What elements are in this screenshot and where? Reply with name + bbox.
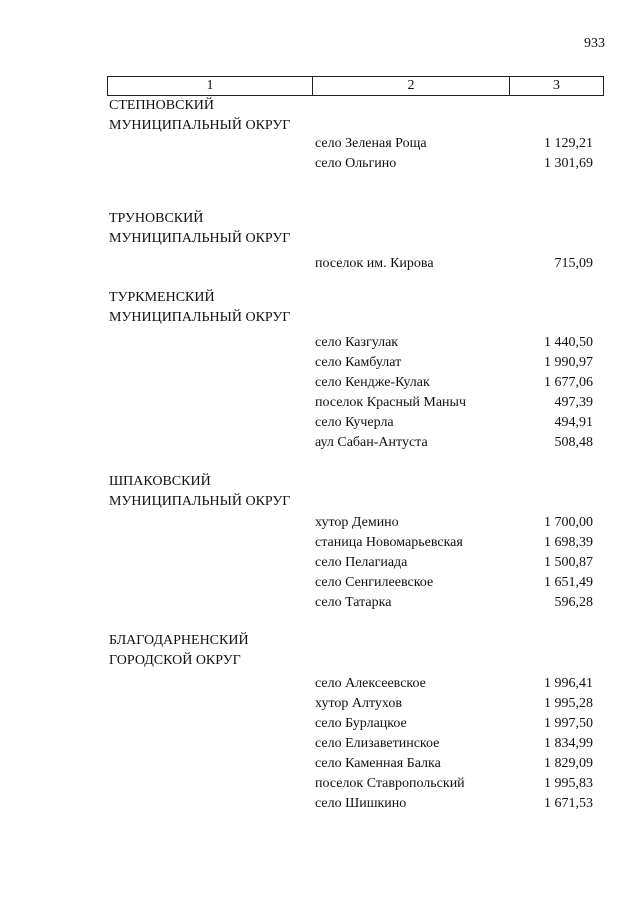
- district-name: БЛАГОДАРНЕНСКИЙ: [109, 633, 249, 648]
- table-row: [0, 734, 640, 754]
- settlement-value: 1 698,39: [544, 535, 593, 550]
- table-row: [0, 433, 640, 453]
- header-col-1: 1: [108, 77, 313, 95]
- table-row: [0, 774, 640, 794]
- settlement-name: станица Новомарьевская: [315, 535, 463, 550]
- table-row: [0, 794, 640, 814]
- table-row: [0, 413, 640, 433]
- page-number: 933: [584, 36, 605, 51]
- table-row: [0, 373, 640, 393]
- district-type: МУНИЦИПАЛЬНЫЙ ОКРУГ: [109, 118, 291, 133]
- district-type: МУНИЦИПАЛЬНЫЙ ОКРУГ: [109, 231, 291, 246]
- table-row: [0, 674, 640, 694]
- settlement-name: село Сенгилеевское: [315, 575, 434, 590]
- settlement-name: село Ольгино: [315, 156, 397, 171]
- settlement-name: село Зеленая Роща: [315, 136, 427, 151]
- table-row: [0, 393, 640, 413]
- district-title: [109, 472, 329, 512]
- settlement-value: 1 671,53: [544, 796, 593, 811]
- settlement-name: село Каменная Балка: [315, 756, 441, 771]
- district-title: [109, 631, 329, 671]
- settlement-value: 1 129,21: [544, 136, 593, 151]
- settlement-name: село Татарка: [315, 595, 392, 610]
- district-type: МУНИЦИПАЛЬНЫЙ ОКРУГ: [109, 494, 291, 509]
- settlement-value: 1 996,41: [544, 676, 593, 691]
- settlement-value: 1 829,09: [544, 756, 593, 771]
- settlement-value: 1 995,83: [544, 776, 593, 791]
- settlement-value: 497,39: [554, 395, 593, 410]
- district-name: СТЕПНОВСКИЙ: [109, 98, 215, 113]
- settlement-value: 715,09: [554, 256, 593, 271]
- settlement-value: 1 500,87: [544, 555, 593, 570]
- settlement-name: поселок Красный Маныч: [315, 395, 466, 410]
- table-row: [0, 573, 640, 593]
- table-row: [0, 714, 640, 734]
- settlement-value: 1 700,00: [544, 515, 593, 530]
- settlement-value: 1 995,28: [544, 696, 593, 711]
- settlement-value: 1 651,49: [544, 575, 593, 590]
- header-col-3: 3: [553, 78, 560, 93]
- settlement-value: 1 677,06: [544, 375, 593, 390]
- table-header: [107, 76, 604, 96]
- table-row: [0, 154, 640, 174]
- header-col-2: 2: [313, 77, 510, 95]
- settlement-name: село Бурлацкое: [315, 716, 407, 731]
- settlement-name: село Елизаветинское: [315, 736, 440, 751]
- table-row: [0, 353, 640, 373]
- table-row: [0, 333, 640, 353]
- district-name: ТРУНОВСКИЙ: [109, 211, 204, 226]
- district-name: ТУРКМЕНСКИЙ: [109, 290, 215, 305]
- settlement-value: 1 997,50: [544, 716, 593, 731]
- settlement-value: 508,48: [554, 435, 593, 450]
- table-row: [0, 254, 640, 274]
- table-row: [0, 694, 640, 714]
- settlement-name: село Казгулак: [315, 335, 399, 350]
- district-title: [109, 288, 329, 328]
- district-title: [109, 209, 329, 249]
- table-row: [0, 134, 640, 154]
- settlement-name: поселок им. Кирова: [315, 256, 434, 271]
- settlement-value: 494,91: [554, 415, 593, 430]
- settlement-value: 596,28: [554, 595, 593, 610]
- table-row: [0, 553, 640, 573]
- settlement-value: 1 301,69: [544, 156, 593, 171]
- district-type: МУНИЦИПАЛЬНЫЙ ОКРУГ: [109, 310, 291, 325]
- settlement-name: село Алексеевское: [315, 676, 426, 691]
- table-row: [0, 533, 640, 553]
- settlement-name: поселок Ставропольский: [315, 776, 465, 791]
- settlement-name: хутор Алтухов: [315, 696, 403, 711]
- settlement-name: село Пелагиада: [315, 555, 408, 570]
- settlement-name: село Кучерла: [315, 415, 394, 430]
- settlement-name: село Камбулат: [315, 355, 402, 370]
- table-row: [0, 593, 640, 613]
- table-row: [0, 513, 640, 533]
- settlement-name: аул Сабан-Антуста: [315, 435, 428, 450]
- table-row: [0, 754, 640, 774]
- settlement-value: 1 990,97: [544, 355, 593, 370]
- settlement-name: село Шишкино: [315, 796, 407, 811]
- district-title: [109, 96, 329, 136]
- settlement-name: хутор Демино: [315, 515, 399, 530]
- district-name: ШПАКОВСКИЙ: [109, 474, 211, 489]
- settlement-name: село Кендже-Кулак: [315, 375, 430, 390]
- settlement-value: 1 834,99: [544, 736, 593, 751]
- district-type: ГОРОДСКОЙ ОКРУГ: [109, 653, 241, 668]
- settlement-value: 1 440,50: [544, 335, 593, 350]
